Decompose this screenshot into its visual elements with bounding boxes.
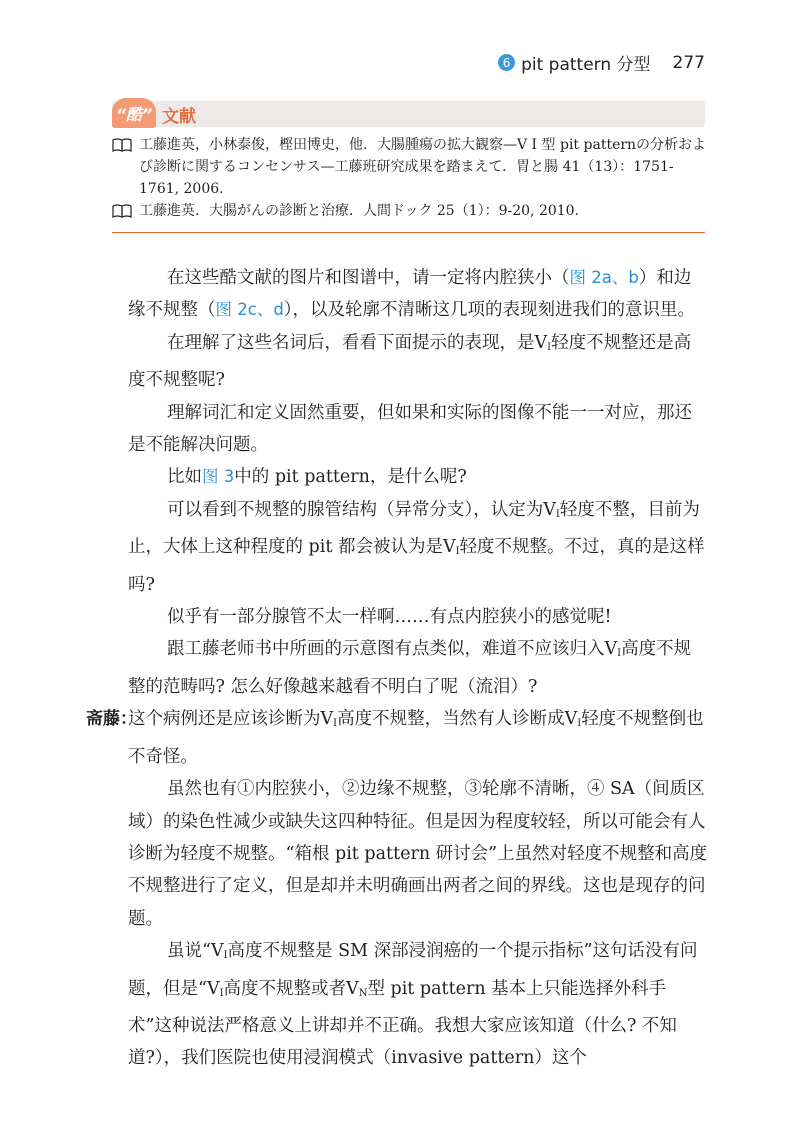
figure-ref-2ab[interactable]: 图 2a、b bbox=[569, 268, 639, 287]
reference-text: 工藤進英，小林泰俊，樫田博史，他．大腸腫瘍の拡大観察—Ⅴ I 型 pit patternの分析および診断に関するコンセンサス—工藤班研究成果を踏まえて．胃と腸 41（13）：1751-1761, 2006. bbox=[139, 137, 707, 197]
dialogue-paragraph: 斋藤： 这个病例还是应该诊断为$V_I$高度不规整，当然有人诊断成$V_I$轻度不规整倒也不奇怪。 bbox=[128, 703, 708, 773]
reference-item bbox=[112, 134, 710, 200]
cool-tag: “酷” bbox=[112, 98, 156, 128]
open-book-icon bbox=[112, 138, 132, 152]
paragraph: 理解词汇和定义固然重要，但如果和实际的图像不能一一对应，那还是不能解决问题。 bbox=[128, 402, 692, 456]
paragraph: 虽然也有①内腔狭小，②边缘不规整，③轮廓不清晰，④ SA（间质区域）的染色性减少或缺失这四种特征。但是因为程度较轻，所以可能会有人诊断为轻度不规整。“箱根 pit pattern 研讨会”上虽然对轻度不规整和高度不规整进行了定义，但是却并未明确画出两者之间的界线。这也是现存的问题。 bbox=[128, 779, 708, 929]
paragraph: 虽说“$V_I$高度不规整是 SM 深部浸润癌的一个提示指标”这句话没有问题，但是“$V_I$高度不规整或者$V_N$型 pit pattern 基本上只能选择外科手术”这种说法严格意义上讲却并不正确。我想大家应该知道（什么? 不知道?），我们医院也使用浸润模式（invasive pattern）这个 bbox=[128, 941, 698, 1069]
paragraph: 在理解了这些名词后，看看下面提示的表现，是$V_I$轻度不规整还是高度不规整呢? bbox=[128, 332, 692, 391]
speaker-label: 斋藤： bbox=[86, 709, 137, 730]
figure-ref-3[interactable]: 图 3 bbox=[202, 467, 235, 487]
open-book-icon bbox=[112, 204, 132, 218]
paragraph: 在这些酷文献的图片和图谱中，请一定将内腔狭小（图 2a、b）和边缘不规整（图 2c、d），以及轮廓不清晰这几项的表现刻进我们的意识里。 bbox=[128, 268, 696, 321]
paragraph: 可以看到不规整的腺管结构（异常分支），认定为$V_I$轻度不整，目前为止，大体上这种程度的 pit 都会被认为是$V_I$轻度不规整。不过，真的是这样吗? bbox=[128, 499, 705, 595]
paragraph: 似乎有一部分腺管不太一样啊……有点内腔狭小的感觉呢! bbox=[167, 607, 612, 628]
figure-ref-2cd[interactable]: 图 2c、d bbox=[215, 300, 284, 320]
references-header-bar bbox=[112, 101, 705, 127]
reference-text: 工藤進英．大腸がんの診断と治療．人間ドック 25（1）：9-20, 2010. bbox=[139, 203, 580, 219]
paragraph: 比如图 3中的 pit pattern，是什么呢? bbox=[167, 467, 467, 488]
references-divider bbox=[112, 232, 705, 233]
references-list bbox=[112, 134, 710, 222]
main-text bbox=[86, 262, 708, 1075]
running-header bbox=[498, 50, 705, 75]
section-title: pit pattern 分型 bbox=[521, 55, 651, 75]
paragraph: 跟工藤老师书中所画的示意图有点类似，难道不应该归入$V_I$高度不规整的范畴吗? 怎么好像越来越看不明白了呢（流泪）? bbox=[128, 639, 692, 697]
reference-item bbox=[112, 200, 710, 222]
page-number: 277 bbox=[672, 52, 705, 73]
references-heading: 文献 bbox=[162, 107, 196, 127]
section-number-badge: 6 bbox=[498, 54, 515, 71]
